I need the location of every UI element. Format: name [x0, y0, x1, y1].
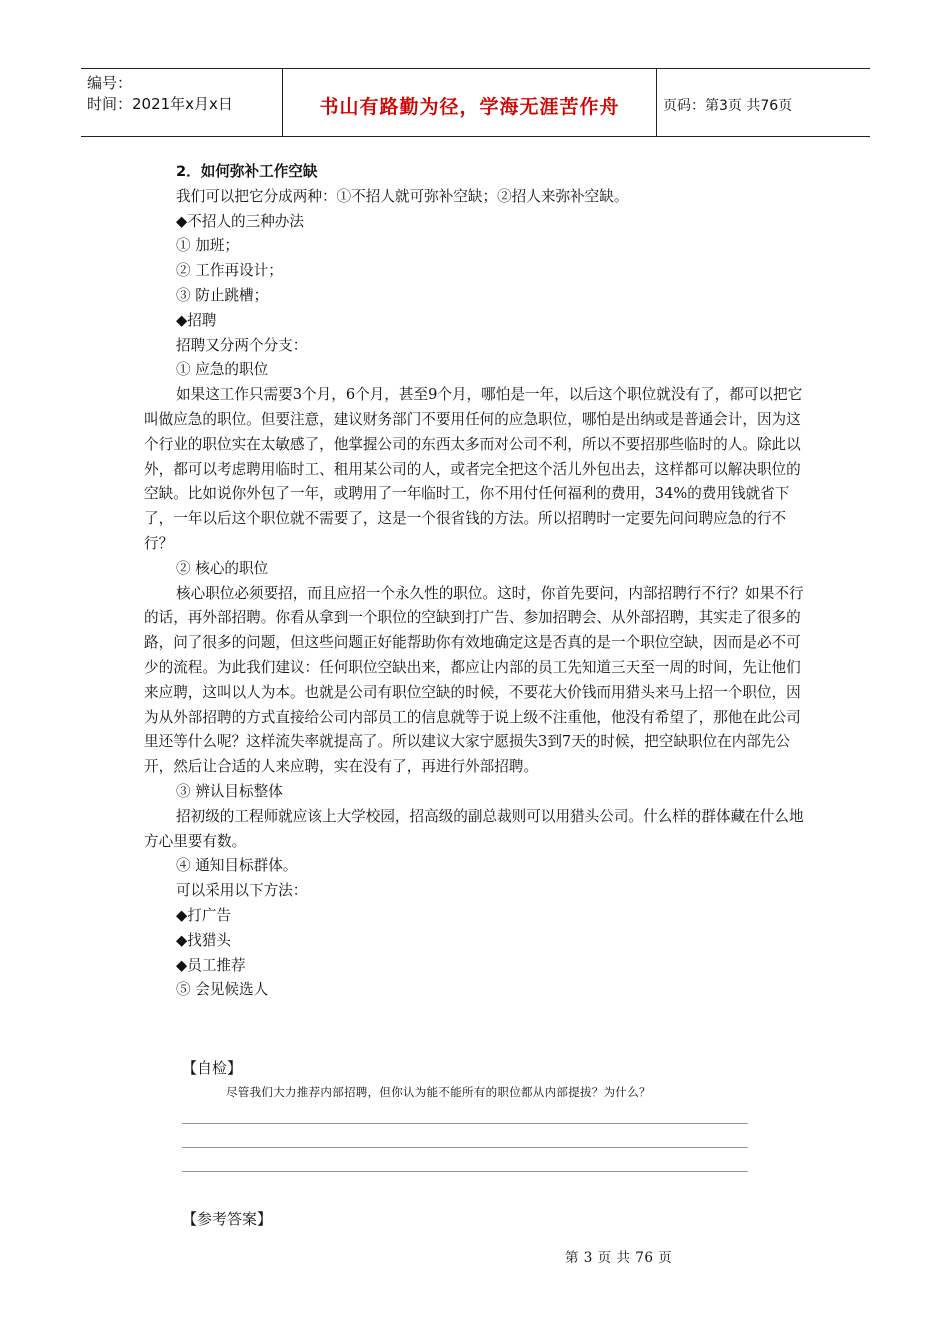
- header-date-label: 时间：2021年x月x日: [87, 95, 233, 113]
- paragraph: ① 加班；: [176, 237, 240, 255]
- paragraph: ④ 通知目标群体。: [176, 857, 298, 875]
- paragraph: ③ 辨认目标整体: [176, 782, 283, 800]
- reference-answer-title: 【参考答案】: [182, 1210, 273, 1228]
- paragraph: ◆招聘: [176, 311, 217, 329]
- paragraph: ② 工作再设计；: [176, 262, 283, 280]
- self-check-title: 【自检】: [182, 1059, 243, 1077]
- paragraph: ① 应急的职位: [176, 361, 269, 379]
- paragraph: ◆不招人的三种办法: [176, 212, 304, 230]
- header-number-label: 编号：: [87, 74, 133, 92]
- self-check-question: 尽管我们大力推荐内部招聘，但你认为能不能所有的职位都从内部提拔？为什么？: [226, 1085, 651, 1099]
- paragraph: 可以采用以下方法：: [176, 882, 308, 900]
- header-page-info: 页码：第3页 共76页: [663, 97, 793, 114]
- paragraph: 我们可以把它分成两种：①不招人就可弥补空缺；②招人来弥补空缺。: [176, 187, 629, 205]
- paragraph: ◆找猎头: [176, 931, 232, 949]
- section-title: 2．如何弥补工作空缺: [176, 163, 318, 180]
- paragraph: ② 核心的职位: [176, 559, 269, 577]
- paragraph: 核心职位必须要招，而且应招一个永久性的职位。这时，你首先要问，内部招聘行不行？如果不行的话，再外部招聘。你看从拿到一个职位的空缺到打广告、参加招聘会、从外部招聘，其实走了很多的路，问了很多的问题，但这些问题正好能帮助你有效地确定这是否真的是一个职位空缺，因而是必不可少的流程。为此我们建议：任何职位空缺出来，都应让内部的员工先知道三天至一周的时间，先让他们来应聘，这叫以人为本。也就是公司有职位空缺的时候，不要花大价钱而用猎头来马上招一个职位，因为从外部招聘的方式直接给公司内部员工的信息就等于说上级不注重他，他没有希望了，那他在此公司里还等什么呢？这样流失率就提高了。所以建议大家宁愿损失3到7天的时候，把空缺职位在内部先公开，然后让合适的人来应聘，实在没有了，再进行外部招聘。: [144, 584, 804, 776]
- paragraph: ◆打广告: [176, 906, 232, 924]
- answer-line: [182, 1171, 748, 1172]
- header-meta: [81, 69, 283, 136]
- self-check-section: [182, 1057, 752, 1172]
- paragraph: 如果这工作只需要3个月，6个月，甚至9个月，哪怕是一年，以后这个职位就没有了，都可以把它叫做应急的职位。但要注意，建议财务部门不要用任何的应急职位，哪怕是出纳或是普通会计，因为这个行业的职位实在太敏感了，他掌握公司的东西太多而对公司不利，所以不要招那些临时的人。除此以外，都可以考虑聘用临时工、租用某公司的人，或者完全把这个活儿外包出去，这样都可以解决职位的空缺。比如说你外包了一年，或聘用了一年临时工，你不用付任何福利的费用，34%的费用钱就省下了，一年以后这个职位就不需要了，这是一个很省钱的方法。所以招聘时一定要先问问聘应急的行不行？: [144, 386, 803, 552]
- page-footer: 第 3 页 共 76 页: [565, 1250, 673, 1266]
- paragraph: 招聘又分两个分支：: [176, 336, 308, 354]
- paragraph: 招初级的工程师就应该上大学校园，招高级的副总裁则可以用猎头公司。什么样的群体藏在什么地方心里要有数。: [144, 807, 804, 850]
- paragraph: ③ 防止跳槽；: [176, 286, 269, 304]
- paragraph: ⑤ 会见候选人: [176, 981, 269, 999]
- answer-line: [182, 1147, 748, 1148]
- header-motto: 书山有路勤为径，学海无涯苦作舟: [283, 69, 657, 136]
- document-body: [144, 160, 810, 1003]
- paragraph: ◆员工推荐: [176, 956, 246, 974]
- page-header: [81, 68, 870, 137]
- answer-line: [182, 1123, 748, 1124]
